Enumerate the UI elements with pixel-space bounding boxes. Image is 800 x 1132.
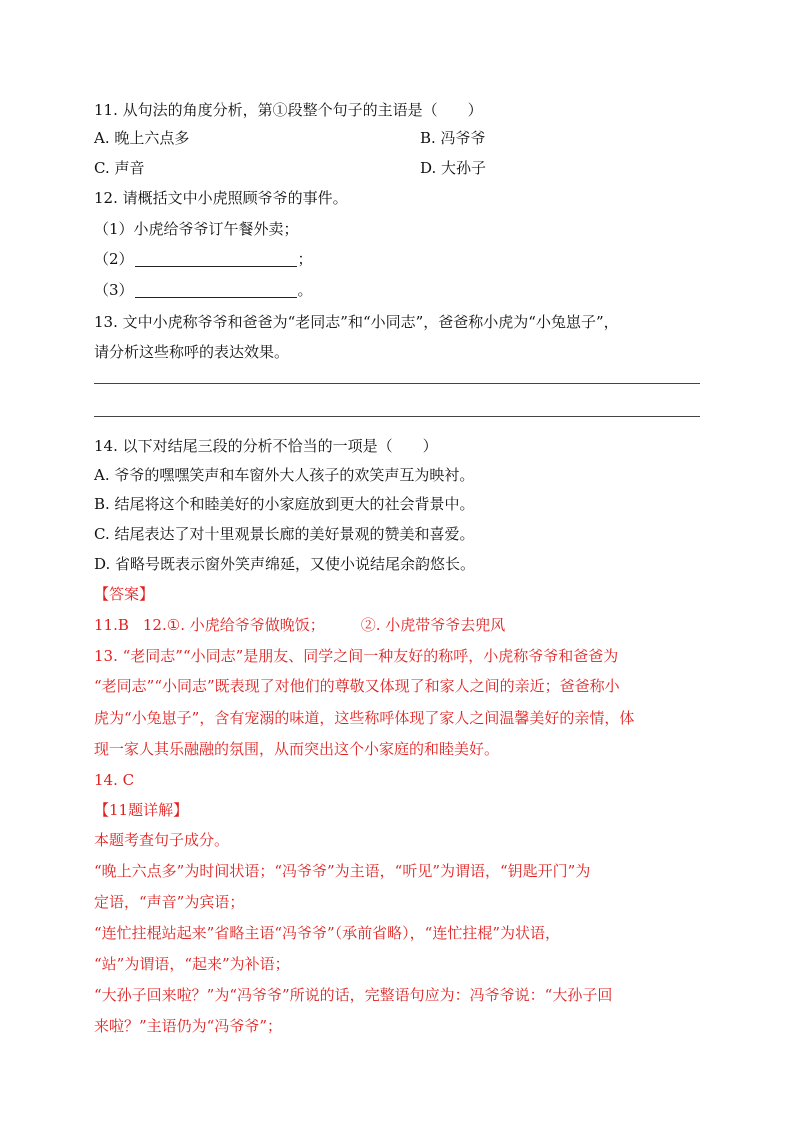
item-3-prefix: （3） (94, 281, 134, 299)
explain-11-line-5: “站”为谓语，“起来”为补语； (94, 955, 290, 973)
answer-13-line-3: 虎为“小兔崽子”，含有宠溺的味道，这些称呼体现了家人之间温馨美好的亲情，体 (94, 709, 635, 727)
question-11-option-c: C. 声音 (94, 159, 145, 177)
answer-12-part-1: 12.①. 小虎给爷爷做晚饭； (142, 616, 325, 634)
answer-14: 14. C (94, 771, 135, 789)
question-12-stem: 12. 请概括文中小虎照顾爷爷的事件。 (94, 189, 348, 207)
answer-13-line-4: 现一家人其乐融融的氛围，从而突出这个小家庭的和睦美好。 (94, 740, 500, 758)
question-11-option-b: B. 冯爷爷 (420, 129, 486, 147)
question-11-options-row1 (94, 128, 714, 148)
question-14-stem: 14. 以下对结尾三段的分析不恰当的一项是（ ） (94, 437, 438, 455)
question-14-option-b: B. 结尾将这个和睦美好的小家庭放到更大的社会背景中。 (94, 495, 475, 513)
question-13-stem-line-2: 请分析这些称呼的表达效果。 (94, 343, 290, 361)
question-11-option-a: A. 晚上六点多 (94, 129, 190, 147)
item-2-prefix: （2） (94, 250, 134, 268)
question-14-option-d: D. 省略号既表示窗外笑声绵延，又使小说结尾余韵悠长。 (94, 555, 476, 573)
answer-13-line-2: “老同志”“小同志”既表现了对他们的尊敬又体现了和家人之间的亲近；爸爸称小 (94, 677, 620, 695)
answers-11-12 (94, 615, 505, 635)
item-3-suffix: 。 (297, 281, 313, 299)
answer-line-2 (94, 416, 700, 417)
answer-13-line-1: 13. “老同志”“小同志”是朋友、同学之间一种友好的称呼，小虎称爷爷和爸爸为 (94, 647, 619, 665)
question-14-option-c: C. 结尾表达了对十里观景长廊的美好景观的赞美和喜爱。 (94, 525, 475, 543)
item-2-answer-blank (135, 252, 297, 267)
question-11-options-row2 (94, 158, 714, 178)
question-12-item-2 (94, 249, 313, 269)
question-14-option-a: A. 爷爷的嘿嘿笑声和车窗外大人孩子的欢笑声互为映衬。 (94, 466, 475, 484)
question-12-item-1: （1）小虎给爷爷订午餐外卖； (94, 220, 299, 238)
explain-11-heading: 【11题详解】 (94, 801, 189, 819)
explain-11-line-1: 本题考查句子成分。 (94, 831, 230, 849)
explain-11-line-2: “晚上六点多”为时间状语；“冯爷爷”为主语，“听见”为谓语，“钥匙开门”为 (94, 862, 591, 880)
explain-11-line-6: “大孙子回来啦？”为“冯爷爷”所说的话，完整语句应为：冯爷爷说：“大孙子回 (94, 986, 613, 1004)
question-12-item-3 (94, 280, 313, 300)
question-11-stem: 11. 从句法的角度分析，第①段整个句子的主语是（ ） (94, 101, 483, 119)
question-11-option-d: D. 大孙子 (420, 159, 487, 177)
answer-line-1 (94, 383, 700, 384)
explain-11-line-4: “连忙拄棍站起来”省略主语“冯爷爷”（承前省略），“连忙拄棍”为状语， (94, 924, 561, 942)
answer-12-part-2: ②. 小虎带爷爷去兜风 (360, 616, 506, 634)
explain-11-line-3: 定语，“声音”为宾语； (94, 893, 245, 911)
answer-heading: 【答案】 (94, 585, 155, 603)
question-13-stem-line-1: 13. 文中小虎称爷爷和爸爸为“老同志”和“小同志”，爸爸称小虎为“小兔崽子”， (94, 313, 619, 331)
item-2-suffix: ； (297, 250, 313, 268)
explain-11-line-7: 来啦？”主语仍为“冯爷爷”； (94, 1017, 283, 1035)
item-3-answer-blank (135, 283, 297, 298)
answer-11: 11.B (94, 616, 129, 634)
